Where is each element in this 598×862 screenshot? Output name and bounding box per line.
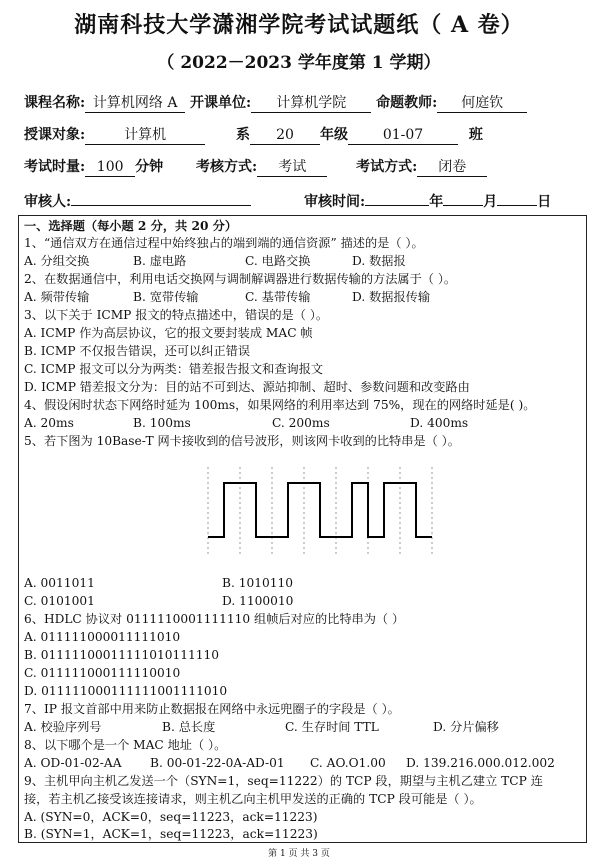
question-9-stem: 9、主机甲向主机乙发送一个（SYN=1，seq=11222）的 TCP 段，期望与主机乙建立 TCP 连 bbox=[24, 774, 543, 788]
q7-option-d: D. 分片偏移 bbox=[433, 720, 499, 734]
question-8-stem: 8、以下哪个是一个 MAC 地址（ ）。 bbox=[24, 738, 227, 752]
q2-option-b: B. 宽带传输 bbox=[133, 290, 199, 304]
info-row-exam bbox=[24, 156, 487, 177]
waveform-signal bbox=[208, 483, 432, 537]
review-month-value bbox=[443, 188, 483, 206]
q4-option-a: A. 20ms bbox=[24, 416, 74, 430]
q4-option-b: B. 100ms bbox=[133, 416, 191, 430]
info-row-review bbox=[24, 188, 551, 211]
year-label: 年 bbox=[429, 194, 444, 210]
q2-option-d: D. 数据报传输 bbox=[352, 290, 431, 304]
teacher-value: 何庭钦 bbox=[437, 95, 527, 113]
question-5-stem: 5、若下图为 10Base-T 网卡接收到的信号波形，则该网卡收到的比特串是（ ）。 bbox=[24, 434, 460, 448]
q8-option-d: D. 139.216.000.012.002 bbox=[406, 756, 555, 770]
q4-option-d: D. 400ms bbox=[410, 416, 469, 430]
q2-option-a: A. 频带传输 bbox=[24, 290, 90, 304]
grade-value: 20 bbox=[250, 127, 320, 145]
question-7-stem: 7、IP 报文首部中用来防止数据报在网络中永远兜圈子的字段是（ ）。 bbox=[24, 702, 400, 716]
class-value: 01-07 bbox=[348, 127, 458, 145]
class-label: 班 bbox=[468, 127, 483, 143]
dept-label: 开课单位: bbox=[190, 95, 252, 111]
reviewer-value bbox=[71, 188, 251, 206]
question-4-stem: 4、假设闲时状态下网络时延为 100ms，如果网络的利用率达到 75%，现在的网络时延是( )。 bbox=[24, 398, 536, 412]
time-value: 100 bbox=[85, 159, 135, 177]
q9-option-b: B. (SYN=1，ACK=1，seq=11223，ack=11223) bbox=[24, 827, 318, 841]
question-9-stem-cont: 接，若主机乙接受该连接请求，则主机乙向主机甲发送的正确的 TCP 段可能是（ ）。 bbox=[24, 792, 482, 806]
month-label: 月 bbox=[483, 194, 498, 210]
q7-option-b: B. 总长度 bbox=[162, 720, 216, 734]
reviewer-label: 审核人: bbox=[24, 194, 72, 210]
time-label: 考试时量: bbox=[24, 159, 86, 175]
target-value: 计算机 bbox=[85, 127, 205, 145]
question-1-stem: 1、“通信双方在通信过程中始终独占的端到端的通信资源” 描述的是（ ）。 bbox=[24, 236, 424, 250]
q6-option-c: C. 011111000111110010 bbox=[24, 666, 181, 680]
q1-option-c: C. 电路交换 bbox=[245, 254, 311, 268]
q5-option-a: A. 0011011 bbox=[24, 576, 95, 590]
assess-value: 考试 bbox=[257, 159, 327, 177]
q5-option-d: D. 1100010 bbox=[222, 594, 294, 608]
review-time-label: 审核时间: bbox=[304, 194, 366, 210]
q9-option-a: A. (SYN=0，ACK=0，seq=11223，ack=11223) bbox=[24, 810, 318, 824]
course-label: 课程名称: bbox=[24, 95, 86, 111]
question-6-stem: 6、HDLC 协议对 0111110001111110 组帧后对应的比特串为（ ） bbox=[24, 612, 405, 626]
review-day-value bbox=[497, 188, 537, 206]
dept-value: 计算机学院 bbox=[251, 95, 371, 113]
q5-option-c: C. 0101001 bbox=[24, 594, 95, 608]
course-value: 计算机网络 A bbox=[85, 95, 185, 113]
target-label: 授课对象: bbox=[24, 127, 86, 143]
question-2-stem: 2、在数据通信中，利用电话交换网与调制解调器进行数据传输的方法属于（ ）。 bbox=[24, 272, 457, 286]
q8-option-b: B. 00-01-22-0A-AD-01 bbox=[150, 756, 285, 770]
q1-option-a: A. 分组交换 bbox=[24, 254, 90, 268]
q8-option-c: C. AO.O1.00 bbox=[310, 756, 386, 770]
q6-option-d: D. 011111000111111001111010 bbox=[24, 684, 228, 698]
teacher-label: 命题教师: bbox=[376, 95, 438, 111]
exam-value: 闭卷 bbox=[417, 159, 487, 177]
q3-option-b: B. ICMP 不仅报告错误，还可以纠正错误 bbox=[24, 344, 251, 358]
q3-option-a: A. ICMP 作为高层协议，它的报文要封装成 MAC 帧 bbox=[24, 326, 313, 340]
q7-option-a: A. 校验序列号 bbox=[24, 720, 102, 734]
semester-line: （ 2022－2023 学年度第 1 学期） bbox=[157, 53, 441, 73]
q3-option-c: C. ICMP 报文可以分为两类：错差报告报文和查询报文 bbox=[24, 362, 324, 376]
q5-option-b: B. 1010110 bbox=[222, 576, 293, 590]
minutes-label: 分钟 bbox=[135, 159, 164, 175]
q6-option-a: A. 011111000011111010 bbox=[24, 630, 181, 644]
q4-option-c: C. 200ms bbox=[272, 416, 330, 430]
page-footer: 第 1 页 共 3 页 bbox=[268, 849, 330, 859]
q2-option-c: C. 基带传输 bbox=[245, 290, 311, 304]
section-heading: 一、选择题（每小题 2 分，共 20 分） bbox=[24, 219, 238, 233]
q6-option-b: B. 01111100011111010111110 bbox=[24, 648, 220, 662]
exam-title: 湖南科技大学潇湘学院考试试题纸（ A 卷） bbox=[74, 12, 524, 38]
exam-label: 考试方式: bbox=[356, 159, 418, 175]
question-3-stem: 3、以下关于 ICMP 报文的特点描述中，错误的是（ ）。 bbox=[24, 308, 329, 322]
review-year-value bbox=[365, 188, 429, 206]
grade-label: 年级 bbox=[320, 127, 349, 143]
assess-label: 考核方式: bbox=[196, 159, 258, 175]
q7-option-c: C. 生存时间 TTL bbox=[285, 720, 379, 734]
info-row-target bbox=[24, 124, 483, 145]
manchester-waveform bbox=[0, 445, 598, 585]
info-row-course bbox=[24, 92, 527, 113]
q1-option-d: D. 数据报 bbox=[352, 254, 406, 268]
q8-option-a: A. OD-01-02-AA bbox=[24, 756, 122, 770]
q1-option-b: B. 虚电路 bbox=[133, 254, 187, 268]
xi-label: 系 bbox=[236, 127, 251, 143]
q3-option-d: D. ICMP 错差报文分为：目的站不可到达、源站抑制、超时、参数问题和改变路由 bbox=[24, 380, 470, 394]
day-label: 日 bbox=[537, 194, 552, 210]
